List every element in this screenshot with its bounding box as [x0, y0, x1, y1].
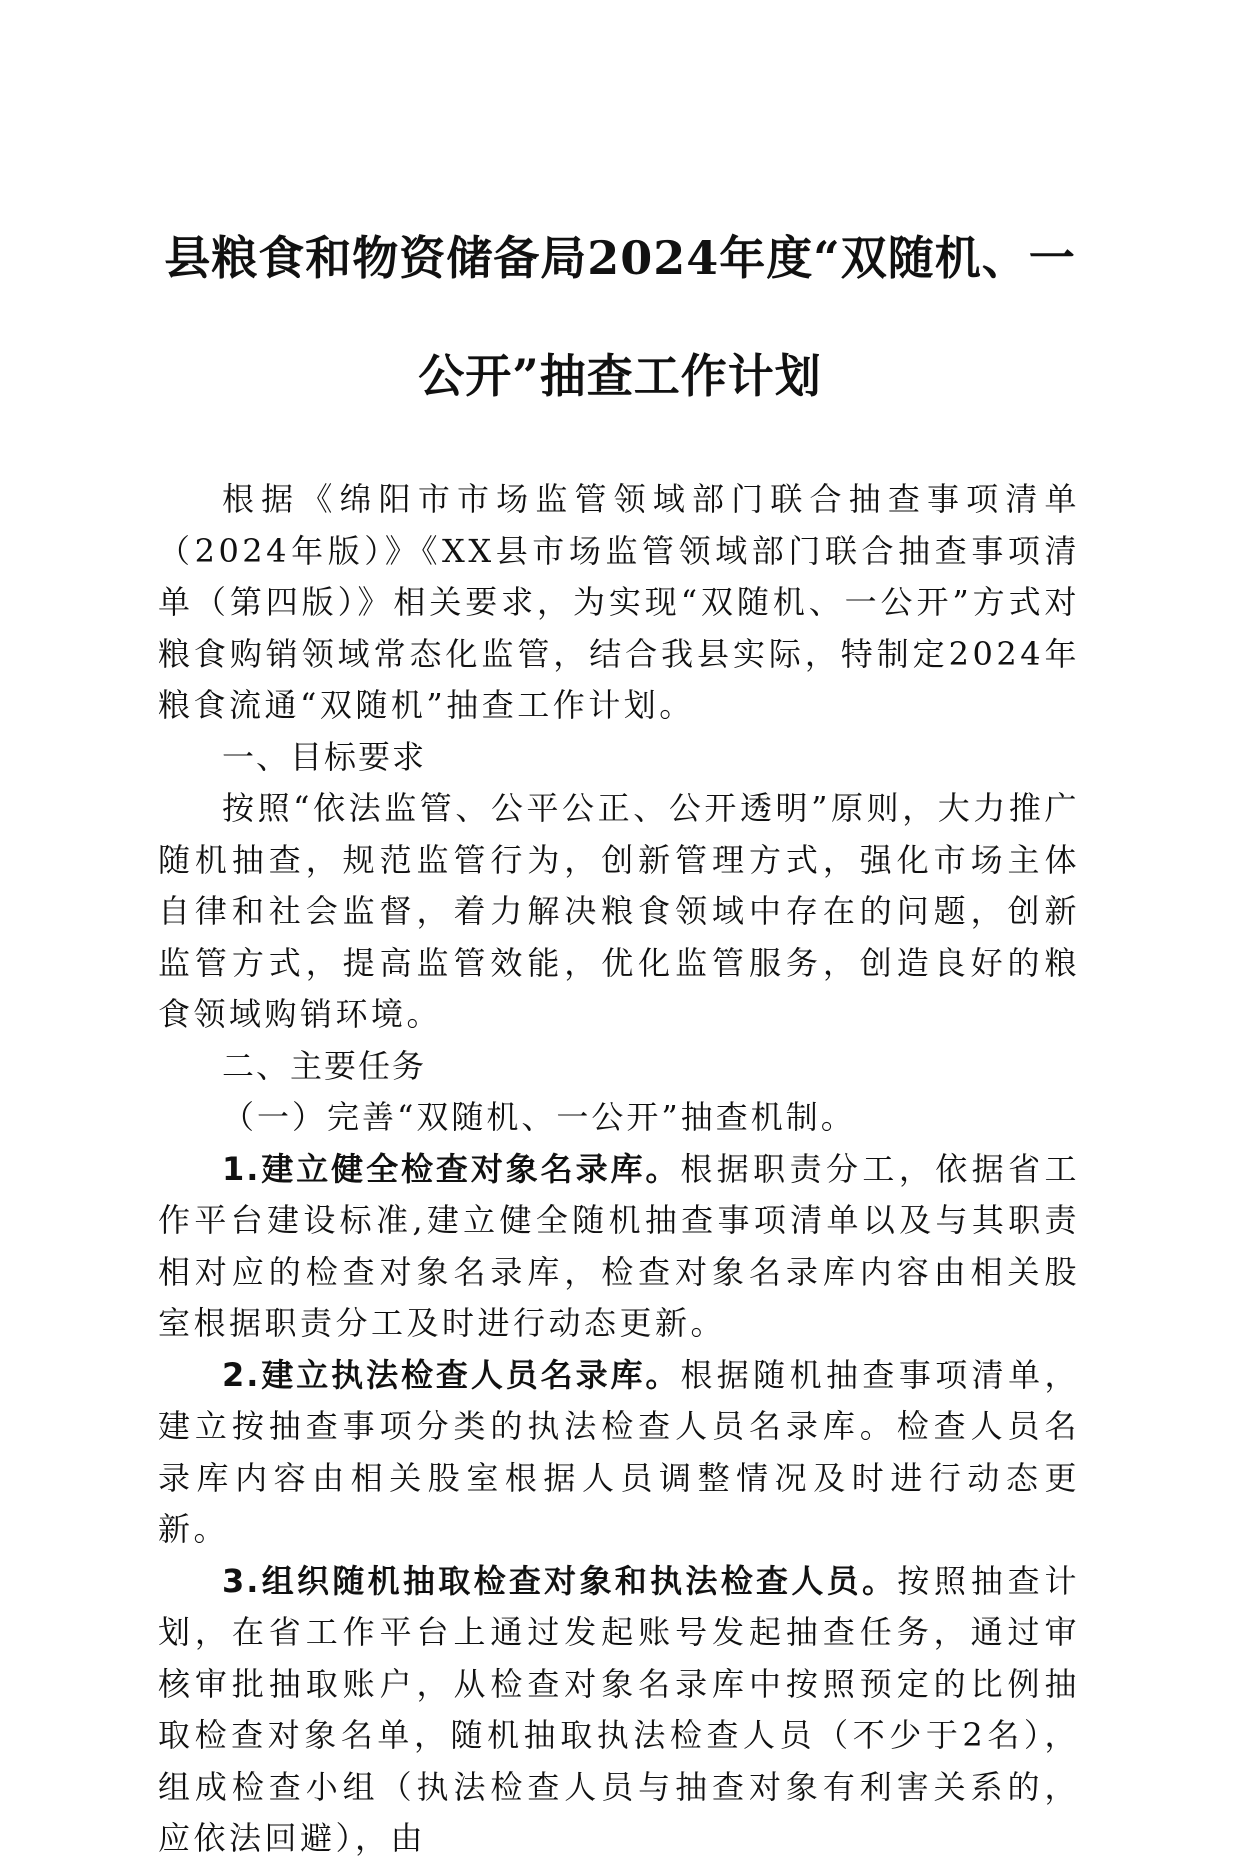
- section-paragraph-goals: 按照“依法监管、公平公正、公开透明”原则，大力推广随机抽查，规范监管行为，创新管理方式，强化市场主体自律和社会监督，着力解决粮食领域中存在的问题，创新监管方式，提高监管效能，优化监管服务，创造良好的粮食领域购销环境。: [158, 789, 1080, 1033]
- task-item-1-text: 根据职责分工，依据省工作平台建设标准,建立健全随机抽查事项清单以及与其职责相对应的检查对象名录库，检查对象名录库内容由相关股室根据职责分工及时进行动态更新。: [158, 1149, 1080, 1342]
- task-item-2-text: 根据随机抽查事项清单，建立按抽查事项分类的执法检查人员名录库。检查人员名录库内容由相关股室根据人员调整情况及时进行动态更新。: [158, 1355, 1080, 1548]
- document-title-line-1: 县粮食和物资储备局2024年度“双随机、一: [164, 231, 1076, 285]
- task-item-2-lead: 2.建立执法检查人员名录库。: [222, 1355, 681, 1394]
- document-body: [158, 474, 1080, 1865]
- task-item-3: [158, 1556, 1080, 1865]
- task-item-2: [158, 1350, 1080, 1556]
- task-item-1: [158, 1144, 1080, 1350]
- subsection-heading-mechanism: （一）完善“双随机、一公开”抽查机制。: [222, 1098, 856, 1136]
- document-title-line-2: 公开”抽查工作计划: [418, 349, 822, 403]
- task-item-3-lead: 3.组织随机抽取检查对象和执法检查人员。: [222, 1561, 898, 1600]
- section-heading-tasks: 二、主要任务: [222, 1046, 427, 1085]
- task-item-1-lead: 1.建立健全检查对象名录库。: [222, 1149, 681, 1188]
- section-heading-goals: 一、目标要求: [222, 737, 427, 776]
- intro-paragraph: 根据《绵阳市市场监管领域部门联合抽查事项清单（2024年版）》《XX县市场监管领域部门联合抽查事项清单（第四版）》相关要求，为实现“双随机、一公开”方式对粮食购销领域常态化监管，结合我县实际，特制定2024年粮食流通“双随机”抽查工作计划。: [158, 480, 1080, 724]
- task-item-3-text: 按照抽查计划，在省工作平台上通过发起账号发起抽查任务，通过审核审批抽取账户，从检查对象名录库中按照预定的比例抽取检查对象名单，随机抽取执法检查人员（不少于2名），组成检查小组（执法检查人员与抽查对象有利害关系的，应依法回避），由: [158, 1561, 1080, 1857]
